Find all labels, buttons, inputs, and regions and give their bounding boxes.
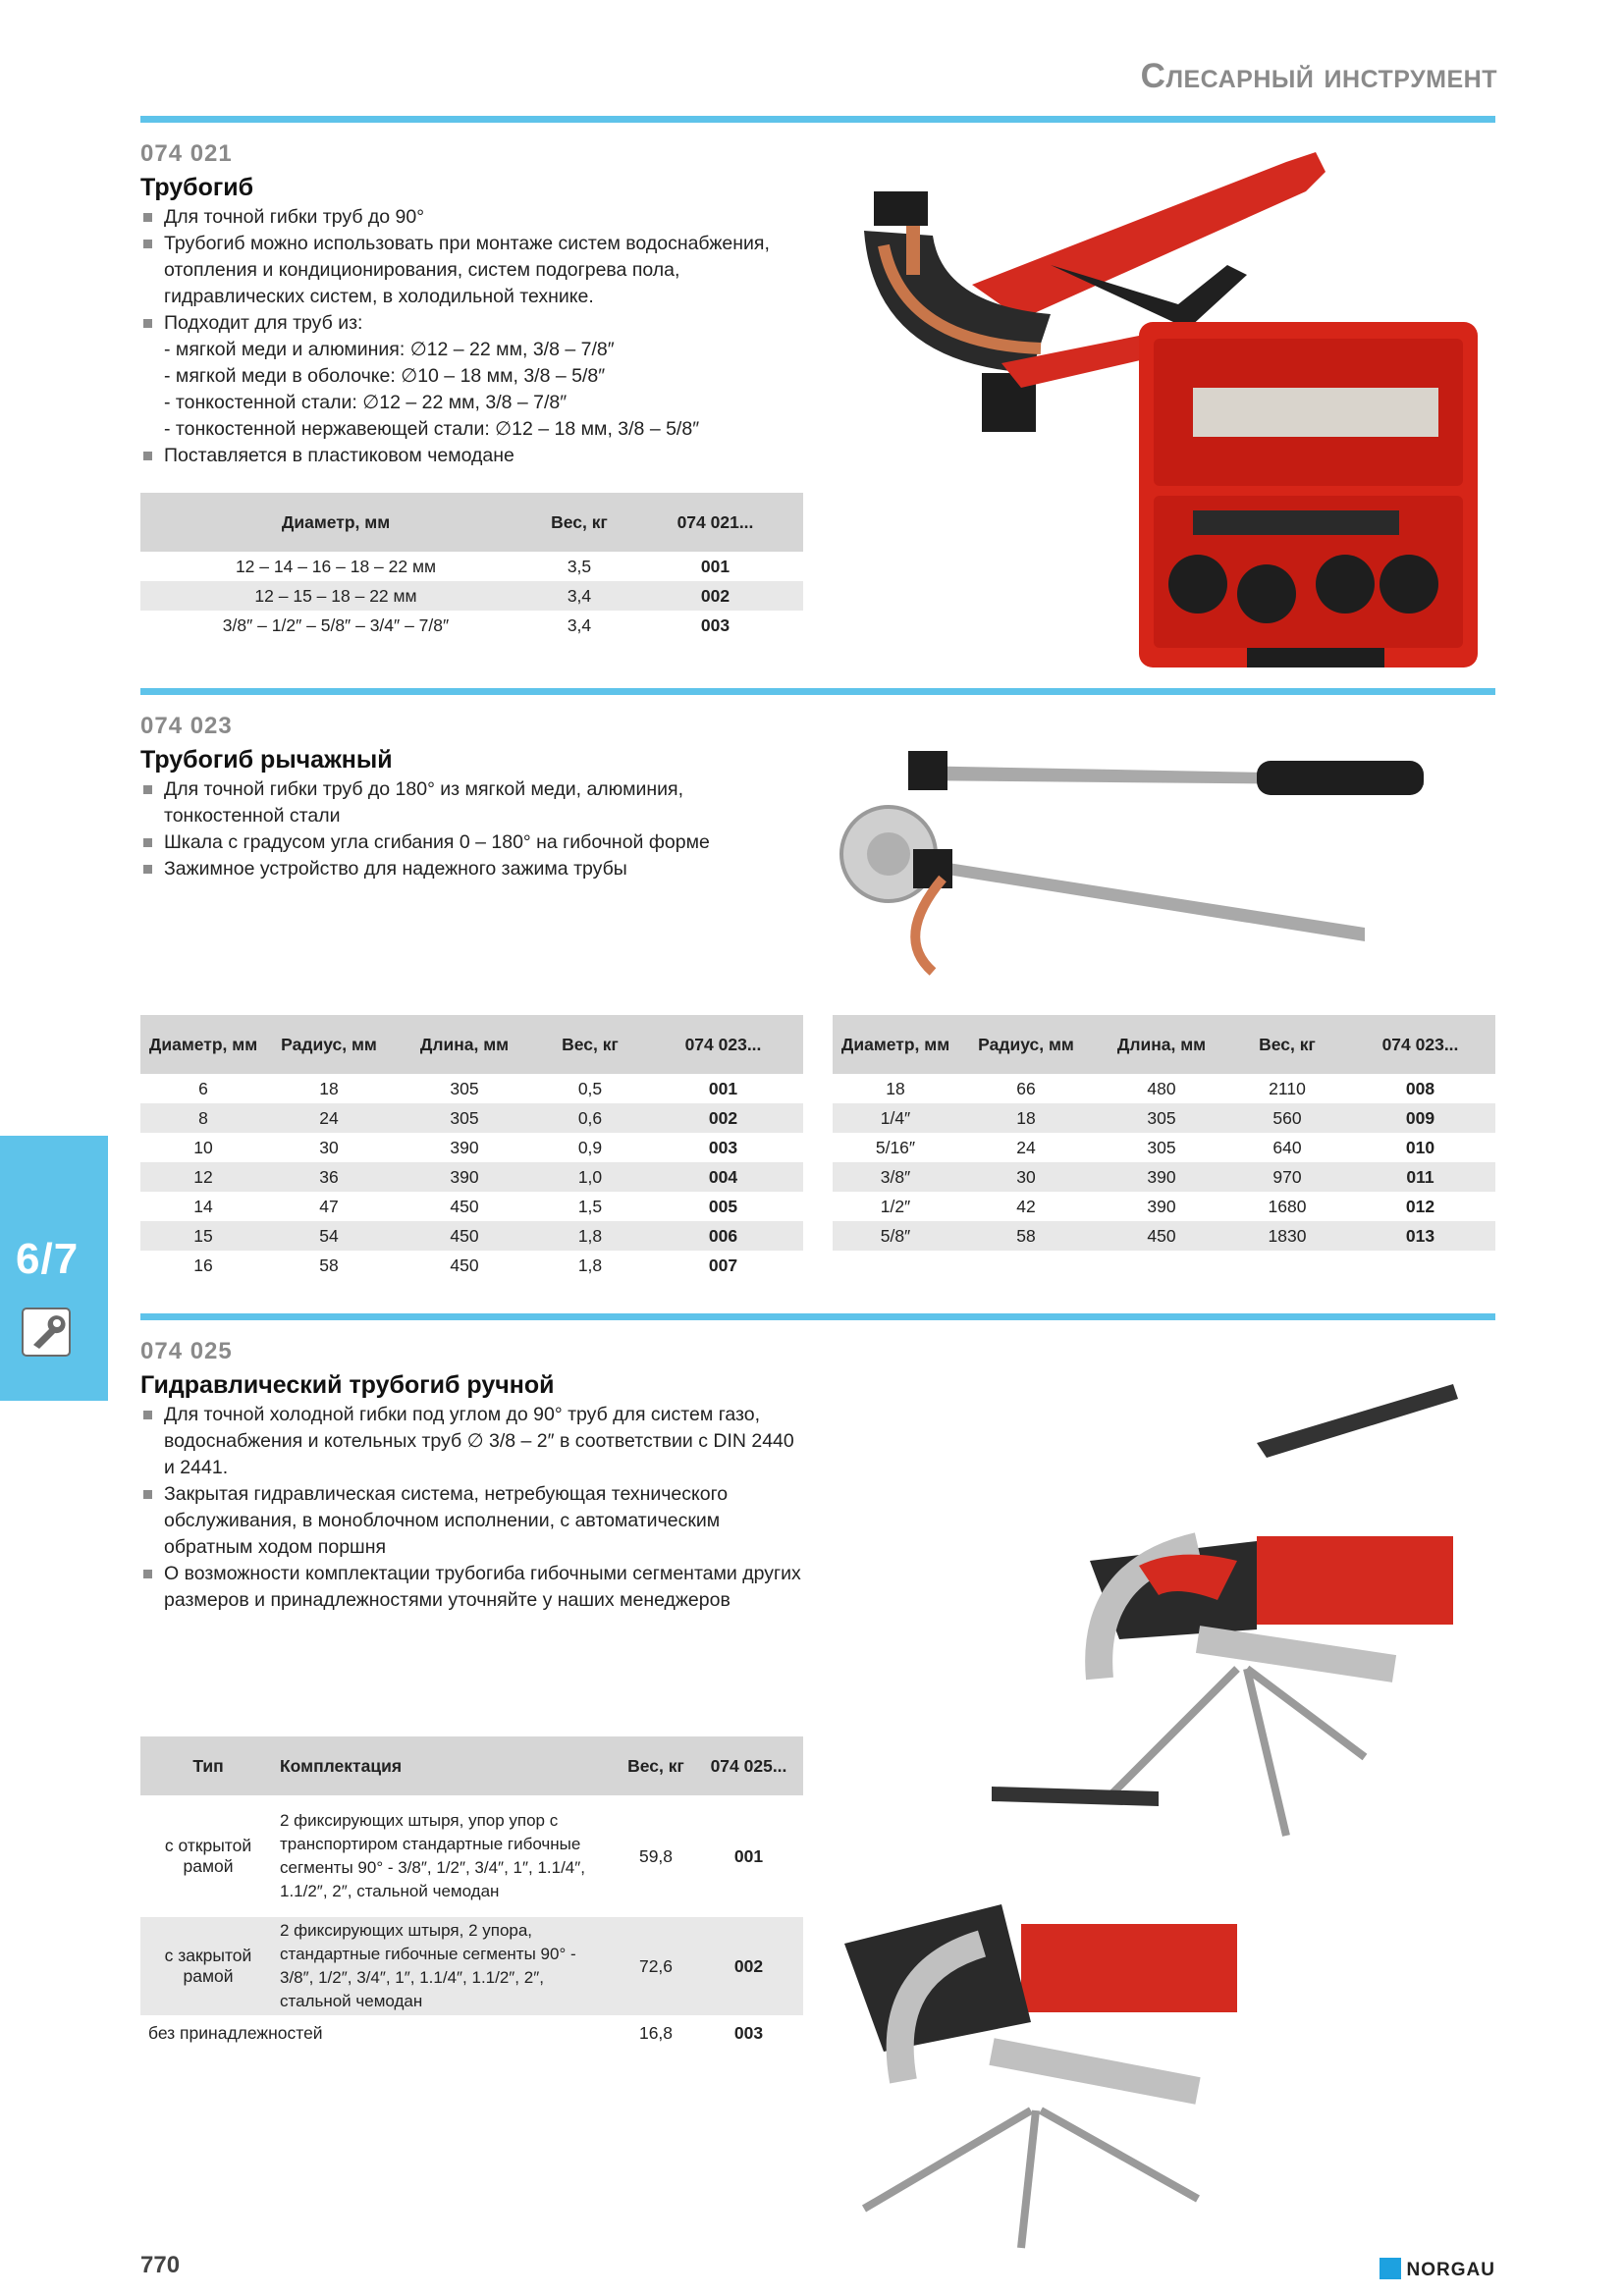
col-header: Диаметр, мм — [140, 493, 531, 552]
table-cell: 1,8 — [537, 1221, 643, 1251]
table-cell: 12 — [140, 1162, 266, 1192]
table-cell: 5/16″ — [875, 1137, 916, 1157]
table-cell: 59,8 — [638, 1845, 674, 1866]
table-cell: с закрытой рамой — [140, 1917, 276, 2015]
table-row — [140, 1074, 803, 1103]
col-header: Вес, кг — [618, 1736, 694, 1795]
table-cell: 1,5 — [577, 1196, 603, 1216]
feature-subitem: - тонкостенной нержавеющей стали: ∅12 – 18 мм, 3/8 – 5/8″ — [164, 418, 700, 440]
feature-item: Закрытая гидравлическая система, нетребующая технического обслуживания, в моноблочном исполнении, с автоматическим обратным ходом поршня — [140, 1481, 808, 1561]
col-header: Вес, кг — [537, 1015, 643, 1074]
table-cell: 1,8 — [577, 1255, 603, 1275]
wrench-icon — [22, 1308, 71, 1357]
table-cell: 18 — [319, 1078, 339, 1098]
brand-name: NORGAU — [1406, 2260, 1495, 2280]
table-cell: 640 — [1272, 1137, 1302, 1157]
feature-subitem: - мягкой меди в оболочке: ∅10 – 18 мм, 3/8 – 5/8″ — [164, 365, 606, 387]
table-cell: 54 — [266, 1221, 392, 1251]
article-code: 009 — [1345, 1103, 1495, 1133]
spec-table — [140, 493, 803, 640]
feature-item: Подходит для труб из: — [140, 310, 808, 337]
section-divider — [140, 1313, 1495, 1320]
table-row — [140, 1795, 803, 1917]
table-cell: 480 — [1147, 1078, 1176, 1098]
table-cell: 2 фиксирующих штыря, 2 упора, стандартные гибочные сегменты 90° - 3/8″, 1/2″, 3/4″, 1″, 1.1/4″, 1.1/2″, 2″, стальной чемодан — [276, 1917, 618, 2015]
table-cell: 15 — [140, 1221, 266, 1251]
col-header: 074 021... — [627, 493, 803, 552]
article-code: 003 — [700, 614, 730, 635]
feature-list — [140, 204, 808, 469]
table-cell: 1/2″ — [880, 1196, 911, 1216]
table-cell: 18 — [886, 1078, 905, 1098]
table-cell: 12 – 15 – 18 – 22 мм — [140, 581, 531, 611]
table-row — [140, 1251, 803, 1280]
table-row — [140, 1221, 803, 1251]
table-cell: 66 — [1016, 1078, 1036, 1098]
pipe-bender-product-image — [854, 137, 1502, 672]
article-code: 002 — [643, 1103, 803, 1133]
table-cell: 16 — [193, 1255, 213, 1275]
article-code: 010 — [1405, 1137, 1435, 1157]
article-code: 007 — [708, 1255, 738, 1275]
table-row — [833, 1192, 1495, 1221]
col-header: Длина, мм — [1094, 1015, 1229, 1074]
product-code: 074 023 — [140, 713, 233, 739]
spec-table-right — [833, 1015, 1495, 1251]
table-row — [833, 1103, 1495, 1133]
table-cell: 390 — [450, 1137, 479, 1157]
col-header: Диаметр, мм — [833, 1015, 958, 1074]
col-header: 074 023... — [643, 1015, 803, 1074]
product-title: Гидравлический трубогиб ручной — [140, 1371, 555, 1399]
feature-item: Шкала с градусом угла сгибания 0 – 180° на гибочной форме — [140, 829, 769, 856]
spec-table-left — [140, 1015, 803, 1280]
feature-item: Для точной холодной гибки под углом до 90° труб для систем газо, водоснабжения и котельных труб ∅ 3/8 – 2″ в соответствии с DIN 2440 и 2441. — [140, 1402, 808, 1481]
feature-subitem: - тонкостенной стали: ∅12 – 22 мм, 3/8 – 7/8″ — [164, 392, 568, 413]
product-code: 074 021 — [140, 140, 233, 167]
article-code: 002 — [627, 581, 803, 611]
article-code: 012 — [1405, 1196, 1435, 1216]
table-cell: без принадлежностей — [148, 2022, 323, 2043]
feature-item: Зажимное устройство для надежного зажима трубы — [140, 856, 769, 882]
table-cell: 1680 — [1268, 1196, 1307, 1216]
table-cell: 30 — [319, 1137, 339, 1157]
feature-list — [140, 776, 769, 882]
feature-item: Для точной гибки труб до 180° из мягкой меди, алюминия, тонкостенной стали — [140, 776, 769, 829]
feature-item: О возможности комплектации трубогиба гибочными сегментами других размеров и принадлежностями уточняйте у наших менеджеров — [140, 1561, 808, 1614]
col-header: Радиус, мм — [958, 1015, 1094, 1074]
table-cell: 30 — [958, 1162, 1094, 1192]
feature-item: Трубогиб можно использовать при монтаже систем водоснабжения, отопления и кондиционирования, систем подогрева пола, гидравлических систем, в холодильной технике. — [140, 231, 808, 310]
section-divider — [140, 688, 1495, 695]
table-cell: 3,4 — [531, 581, 627, 611]
col-header: 074 023... — [1345, 1015, 1495, 1074]
table-cell: 24 — [266, 1103, 392, 1133]
table-cell: 6 — [198, 1078, 208, 1098]
col-header: Длина, мм — [392, 1015, 537, 1074]
table-row — [140, 1162, 803, 1192]
table-cell: 305 — [1147, 1137, 1176, 1157]
table-cell: 0,5 — [577, 1078, 603, 1098]
table-cell: 305 — [1094, 1103, 1229, 1133]
table-cell: 58 — [319, 1255, 339, 1275]
table-cell: 42 — [1016, 1196, 1036, 1216]
table-cell: 450 — [392, 1221, 537, 1251]
article-code: 005 — [708, 1196, 738, 1216]
col-header: Комплектация — [276, 1736, 618, 1795]
col-header: Тип — [140, 1736, 276, 1795]
table-row — [140, 1103, 803, 1133]
table-cell: 450 — [450, 1196, 479, 1216]
feature-item: Поставляется в пластиковом чемодане — [140, 443, 808, 469]
table-cell: 305 — [392, 1103, 537, 1133]
hydraulic-bender-product-image — [825, 1345, 1502, 2268]
spec-table — [140, 1736, 803, 2051]
brand-logo — [1380, 2258, 1495, 2281]
table-cell: 36 — [266, 1162, 392, 1192]
article-code: 001 — [733, 1845, 764, 1866]
table-cell: 390 — [1094, 1162, 1229, 1192]
feature-list — [140, 1402, 808, 1614]
table-row — [833, 1074, 1495, 1103]
table-cell: 18 — [958, 1103, 1094, 1133]
table-row — [140, 552, 803, 581]
col-header: Радиус, мм — [266, 1015, 392, 1074]
table-cell: 1,0 — [537, 1162, 643, 1192]
article-code: 006 — [643, 1221, 803, 1251]
table-cell: 72,6 — [618, 1917, 694, 2015]
table-cell: 3/8″ – 1/2″ – 5/8″ – 3/4″ – 7/8″ — [222, 614, 450, 635]
table-cell: 970 — [1229, 1162, 1345, 1192]
table-row — [833, 1162, 1495, 1192]
table-cell: 10 — [193, 1137, 213, 1157]
table-cell: 2110 — [1269, 1078, 1306, 1098]
brand-square-icon — [1380, 2258, 1401, 2279]
article-code: 013 — [1345, 1221, 1495, 1251]
product-title: Трубогиб — [140, 174, 254, 201]
col-header: Вес, кг — [1229, 1015, 1345, 1074]
product-title: Трубогиб рычажный — [140, 746, 393, 774]
table-row — [833, 1133, 1495, 1162]
table-cell: 5/8″ — [833, 1221, 958, 1251]
table-cell: 3,5 — [567, 556, 592, 576]
col-header: Вес, кг — [531, 493, 627, 552]
article-code: 002 — [694, 1917, 803, 2015]
table-cell: 14 — [193, 1196, 213, 1216]
product-code: 074 025 — [140, 1338, 233, 1364]
table-cell: 1/4″ — [833, 1103, 958, 1133]
table-row — [140, 1133, 803, 1162]
table-cell: 450 — [450, 1255, 479, 1275]
table-row — [833, 1221, 1495, 1251]
lever-bender-product-image — [835, 721, 1443, 987]
col-header: 074 025... — [694, 1736, 803, 1795]
article-code: 003 — [733, 2022, 764, 2043]
table-cell: 560 — [1229, 1103, 1345, 1133]
article-code: 004 — [643, 1162, 803, 1192]
table-cell: 390 — [392, 1162, 537, 1192]
article-code: 003 — [708, 1137, 738, 1157]
article-code: 011 — [1345, 1162, 1495, 1192]
table-cell: 450 — [1094, 1221, 1229, 1251]
table-cell: 2 фиксирующих штыря, упор упор с транспортиром стандартные гибочные сегменты 90° - 3/8″, 1/2″, 3/4″, 1″, 1.1/4″, 1.1/2″, 2″, стальной чемодан — [280, 1811, 585, 1900]
table-header-row — [833, 1015, 1495, 1074]
table-cell: 0,9 — [577, 1137, 603, 1157]
table-row — [140, 1917, 803, 2015]
table-header-row — [140, 1736, 803, 1795]
table-cell: 1830 — [1229, 1221, 1345, 1251]
table-cell: 305 — [450, 1078, 479, 1098]
table-cell: 3/8″ — [833, 1162, 958, 1192]
table-row — [140, 1192, 803, 1221]
page-number: 770 — [140, 2252, 181, 2278]
article-code: 001 — [700, 556, 730, 576]
table-cell: 390 — [1147, 1196, 1176, 1216]
table-cell: 24 — [1016, 1137, 1036, 1157]
table-row — [140, 581, 803, 611]
table-cell: 58 — [958, 1221, 1094, 1251]
feature-item: Для точной гибки труб до 90° — [140, 204, 808, 231]
table-header-row — [140, 493, 803, 552]
feature-subitem: - мягкой меди и алюминия: ∅12 – 22 мм, 3/8 – 7/8″ — [164, 339, 615, 360]
article-code: 008 — [1405, 1078, 1435, 1098]
table-header-row — [140, 1015, 803, 1074]
table-row — [140, 2015, 803, 2051]
header-divider — [140, 116, 1495, 123]
table-row — [140, 611, 803, 640]
table-cell: 16,8 — [638, 2022, 674, 2043]
table-cell: 8 — [140, 1103, 266, 1133]
section-title: Слесарный инструмент — [1140, 57, 1497, 95]
table-cell: с открытой рамой — [164, 1836, 252, 1876]
table-cell: 12 – 14 – 16 – 18 – 22 мм — [235, 556, 437, 576]
col-header: Диаметр, мм — [140, 1015, 266, 1074]
article-code: 001 — [708, 1078, 738, 1098]
table-cell: 3,4 — [567, 614, 592, 635]
chapter-number: 6/7 — [16, 1235, 80, 1283]
table-cell: 0,6 — [537, 1103, 643, 1133]
table-cell: 47 — [319, 1196, 339, 1216]
